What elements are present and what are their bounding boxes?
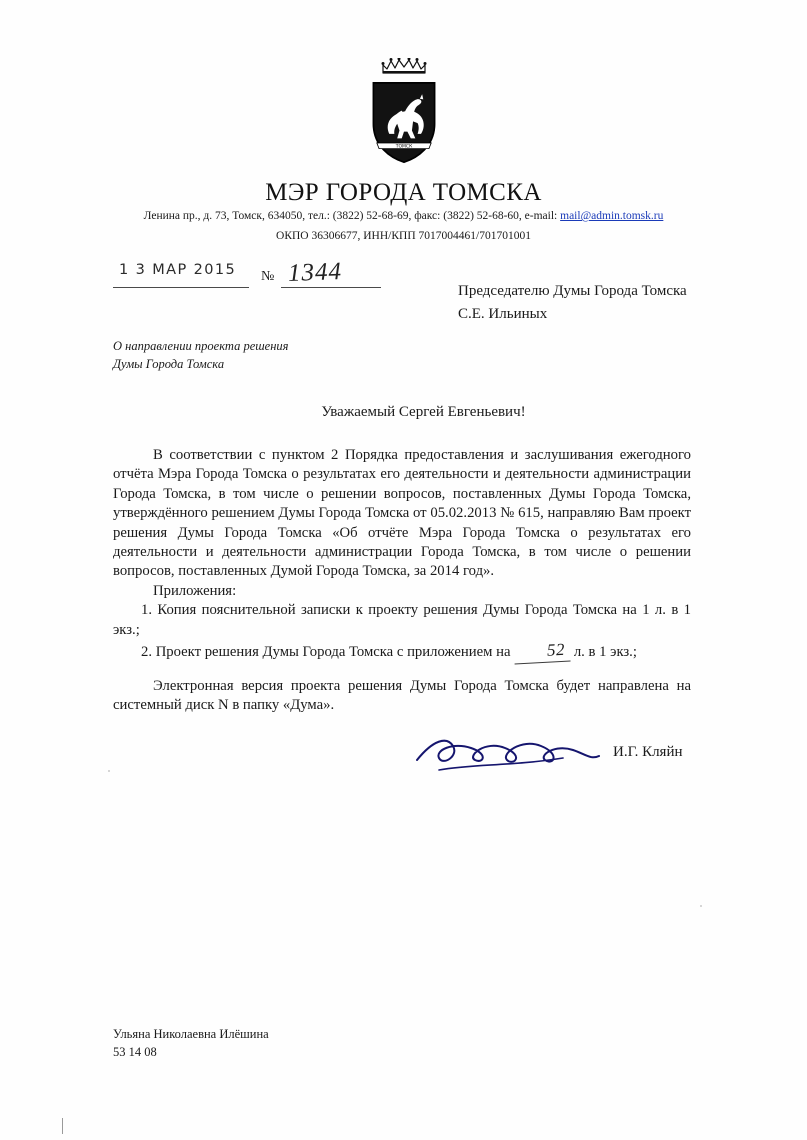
crown-icon (381, 58, 427, 74)
attachment-2-handwritten-count: 52 (514, 639, 571, 665)
registration-number-value: 1344 (287, 258, 343, 287)
registration-date-rule (113, 287, 249, 288)
signature-name: И.Г. Кляйн (613, 744, 683, 760)
attachments-label: Приложения: (153, 582, 237, 599)
attachment-2-text-after: л. в 1 экз.; (573, 644, 637, 661)
letter-body (113, 446, 691, 715)
subject-line-2: Думы Города Томска (113, 357, 225, 372)
signature-block (113, 736, 691, 776)
organization-title: МЭР ГОРОДА ТОМСКА (265, 179, 542, 206)
registration-line (113, 258, 368, 292)
registration-date: 1 3 МАР 2015 (119, 262, 237, 278)
registration-number-rule (281, 287, 381, 288)
body-paragraph-1: В соответствии с пунктом 2 Порядка предоставления и заслушивания ежегодного отчёта Мэра Города Томска о результатах его деятельности и деятельности администрации Города Томска, в том числе о решении вопросов, поставленных Думы Города Томска, утверждённого решением Думы Города Томска от 05.02.2013 № 615, направляю Вам проект решения Думы Города Томска «Об отчёте Мэра Города Томска о результатах его деятельности и деятельности администрации Города Томска, в том числе о решении вопросов, поставленных Думой Города Томска, за 2014 год». (113, 447, 691, 580)
addressee-block (458, 280, 758, 325)
contacts-text: Ленина пр., д. 73, Томск, 634050, тел.: (3822) 52-68-69, факс: (3822) 52-68-60, e-mail: (143, 210, 561, 222)
attachment-item-1: 1. Копия пояснительной записки к проекту решения Думы Города Томска на 1 л. в 1 экз.; (113, 602, 691, 638)
email-link[interactable]: mail@admin.tomsk.ru (560, 210, 664, 222)
executor-block (113, 1025, 269, 1061)
attachment-item-2 (113, 640, 691, 663)
subject-line-1: О направлении проекта решения (113, 339, 289, 353)
addressee-name: С.Е. Ильиных (458, 305, 548, 322)
organization-contacts (0, 210, 807, 222)
addressee-title: Председателю Думы Города Томска (458, 283, 687, 299)
registration-number-label: № (261, 269, 275, 284)
scan-artifact-dot (700, 905, 702, 907)
organization-codes: ОКПО 36306677, ИНН/КПП 7017004461/701701001 (276, 230, 531, 242)
attachment-2-text-before: 2. Проект решения Думы Города Томска с приложением на (141, 644, 511, 661)
scan-edge-mark (62, 1118, 63, 1134)
shield-icon (370, 76, 438, 168)
executor-phone: 53 14 08 (113, 1045, 157, 1060)
body-paragraph-2: Электронная версия проекта решения Думы Города Томска будет направлена на системный диск N в папку «Дума». (113, 677, 691, 713)
salutation: Уважаемый Сергей Евгеньевич! (321, 404, 526, 420)
subject-block (113, 337, 403, 373)
scan-artifact-dot (108, 770, 110, 772)
handwritten-signature-icon (413, 730, 603, 774)
coat-of-arms-icon (0, 58, 807, 170)
svg-text:ТОМСК: ТОМСК (395, 144, 412, 150)
executor-name: Ульяна Николаевна Илёшина (113, 1027, 269, 1041)
